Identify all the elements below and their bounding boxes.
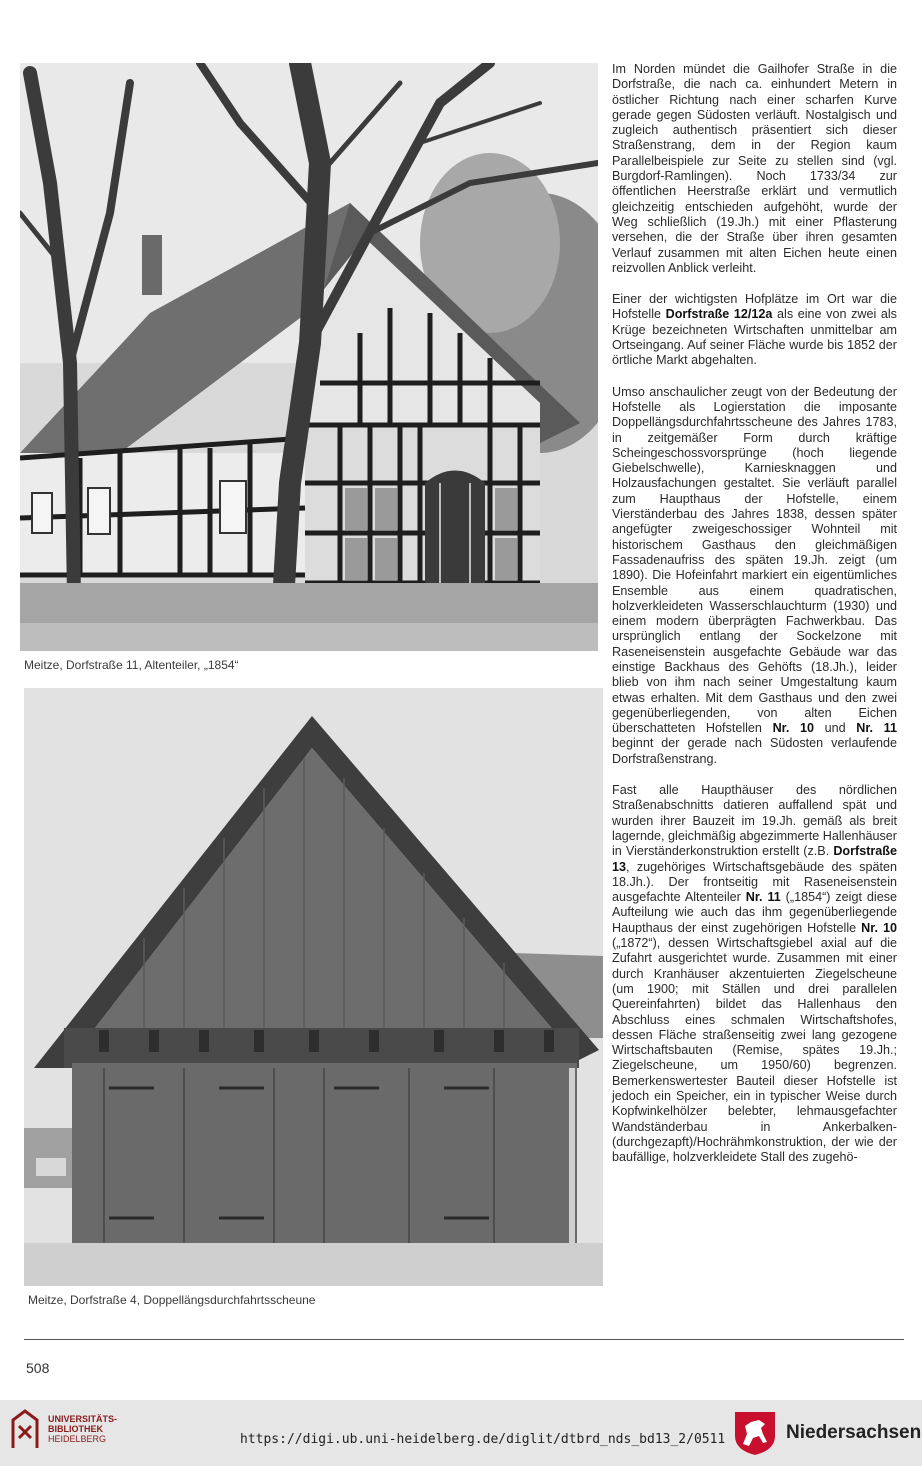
university-library-name[interactable]: [48, 1414, 117, 1444]
p4-text-a: Fast alle Haupthäuser des nördlichen Straßenabschnitts datieren auffallend spät und wurden ihrer Bauzeit im 19.Jh. gemäß als breit lagernde, gleichmäßig abgezimmerte Hallenhäuser in Vierständerkonstruktion erstellt (z.B.: [612, 783, 897, 859]
p4-text-g: („1872“), dessen Wirtschaftsgiebel axial auf die Zufahrt ausgerichtet wurde. Zusammen mit einer durch Kranhäuser akzentuierten Ziegelscheune (um 1900; mit Ställen und drei parallelen Quereinfahrten) bildet das Hallenhaus den Abschluss eines schmalen Wirtschaftshofes, dessen Fläche straßenseitig zwei lang gezogene Wirtschaftsbauten (Remise, spätes 19.Jh.; Ziegelscheune, um 1950/60) begrenzen. Bemerkenswertester Bauteil dieser Hofstelle ist jedoch ein Speicher, ein in typischer Weise durch Kopfwinkelhölzer belebter, lehmausgefachter Wandständerbau in Ankerbalken-(durchgezapft)/Hochrähmkonstruktion, der wie der baufällige, holzverkleidete Stall des zugehö-: [612, 936, 897, 1165]
photo-caption-2: Meitze, Dorfstraße 4, Doppellängsdurchfahrtsscheune: [28, 1293, 316, 1307]
page-number: 508: [26, 1360, 50, 1376]
p3-text-a: Umso anschaulicher zeugt von der Bedeutung der Hofstelle als Logierstation die imposante Doppellängsdurchfahrtsscheune des Jahres 1783, in zeitgemäßer Form durch kräftige Scheingeschossvorsprünge (hoch liegende Giebelschwelle), Karniesknaggen und Holzausfachungen gestaltet. Sie verläuft parallel zum Haupthaus der Hofstelle, einem Vierständerbau des Jahres 1838, dessen später angefügter zweigeschossiger Wohnteil mit historischem Gasthaus den gleichmäßigen Fassadenaufriss des späten 19.Jh. zeigt (um 1890). Die Hofeinfahrt markiert ein eigentümliches Ensemble aus einem quadratischen, holzverkleideten Wasserschlauchturm (1930) und einem modern überprägten Fachwerkbau. Das ursprünglich entlang der Sockelzone mit Raseneisenstein ausgefachte Gebäude war das einstige Backhaus des Gehöfts (18.Jh.), leider blieb von ihm nach seiner Umgestaltung kaum etwas erhalten. Mit dem Gasthaus und den zwei gegenüberliegenden, von alten Eichen überschatteten Hofstellen: [612, 384, 897, 736]
paragraph-2: [612, 292, 897, 368]
digitization-footer: [0, 1400, 922, 1466]
p2-ref-dorfstrasse-12: Dorfstraße 12/12a: [665, 307, 773, 322]
state-name: Niedersachsen: [786, 1422, 922, 1443]
photo-altenteiler: [20, 63, 598, 651]
p2-text-a: Einer der wichtigsten Hofplätze im Ort war die Hofstelle: [612, 292, 897, 322]
photo-barn: [24, 688, 603, 1286]
body-text-column: [612, 62, 897, 1181]
photo-caption-1: Meitze, Dorfstraße 11, Altenteiler, „1854“: [24, 658, 239, 672]
p4-ref-nr-11: Nr. 11: [745, 890, 781, 905]
paragraph-4: [612, 783, 897, 1165]
p3-ref-nr-11: Nr. 11: [856, 721, 897, 736]
paragraph-1-text: Im Norden mündet die Gailhofer Straße in die Dorfstraße, die nach ca. einhundert Metern in östlicher Richtung nach einer scharfen Kurve gerade gegen Südosten verläuft. Nostalgisch und zugleich authentisch präsentiert sich dieser Straßenstrang, dem in der Region kaum Parallelbeispiele zur Seite zu stellen sind (vgl. Burgdorf-Ramlingen). Noch 1733/34 zur öffentlichen Heerstraße erklärt und vermutlich gleichzeitig entschieden aufgehöht, wurde der Weg schließlich (19.Jh.) mit einer Pflasterung versehen, die der Straße über ihren gesamten Verlauf zusammen mit alten Eichen heute einen reizvollen Anblick verleiht.: [612, 62, 897, 275]
p3-ref-nr-10: Nr. 10: [772, 721, 814, 736]
source-url-link[interactable]: https://digi.ub.uni-heidelberg.de/diglit/dtbrd_nds_bd13_2/0511: [240, 1432, 726, 1447]
p4-ref-nr-10: Nr. 10: [861, 920, 897, 935]
university-library-logo-icon[interactable]: [10, 1408, 40, 1450]
library-line-2: BIBLIOTHEK: [48, 1424, 103, 1434]
library-line-3: HEIDELBERG: [48, 1434, 107, 1444]
niedersachsen-horse-icon: [733, 1410, 777, 1456]
paragraph-3: [612, 385, 897, 767]
p4-text-c: , zugehöriges Wirtschaftsgebäude des späten 18.Jh.). Der frontseitig mit Raseneisenstein ausgefachte Altenteiler: [612, 859, 897, 905]
p3-text-e: beginnt der gerade nach Südosten verlaufende Dorfstraßenstrang.: [612, 736, 897, 766]
paragraph-1: [612, 62, 897, 276]
p4-text-e: („1854“) zeigt diese Aufteilung wie auch das ihm gegenüberliegende Haupthaus der einst zugehörigen Hofstelle: [612, 890, 897, 935]
page-divider: [24, 1339, 904, 1340]
library-line-1: UNIVERSITÄTS-: [48, 1414, 118, 1424]
p3-text-c: und: [814, 721, 857, 736]
p4-ref-dorfstrasse-13: Dorfstraße 13: [612, 844, 897, 874]
p2-text-c: als eine von zwei als Krüge bezeichneten Wirtschaften unmittelbar am Ortseingang. Auf seiner Fläche wurde bis 1852 der örtliche Markt abgehalten.: [612, 307, 897, 368]
